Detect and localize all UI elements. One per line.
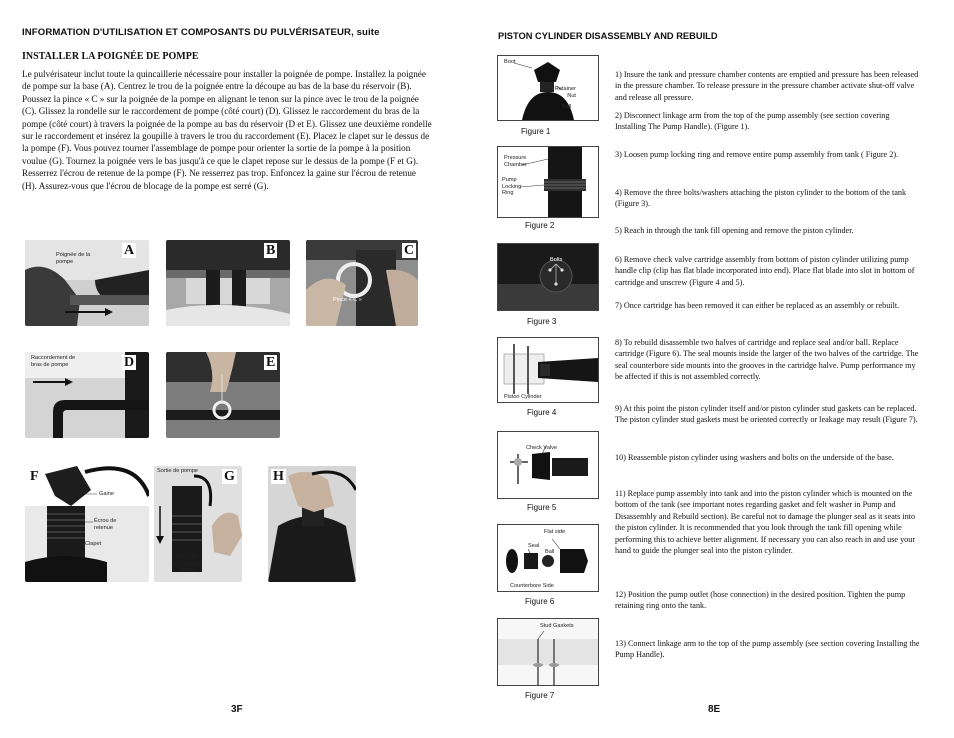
photo-h-letter: H xyxy=(273,469,284,484)
photo-f xyxy=(25,466,149,582)
step-3: 3) Loosen pump locking ring and remove entire pump assembly from tank ( Figure 2). xyxy=(615,150,899,159)
section-subheading: INSTALLER LA POIGNÉE DE POMPE xyxy=(22,51,199,62)
figure-4-label-piston: Piston Cylinder xyxy=(504,394,542,400)
photo-g-letter: G xyxy=(224,469,235,484)
step-7: 7) Once cartridge has been removed it can either be replaced as an assembly or rebuilt. xyxy=(615,301,900,310)
figure-6-label-ball: Ball xyxy=(545,549,555,555)
step-2: 2) Disconnect linkage arm from the top of the pump assembly (see section covering Installing The Pump Handle). (Figure 1). xyxy=(615,111,890,132)
step-4: 4) Remove the three bolts/washers attaching the piston cylinder to the bottom of the tank (Figure 3). xyxy=(615,188,907,209)
figure-6-label-counterbore: Counterbore Side xyxy=(510,583,554,589)
photo-g-label-sortie: Sortie de pompe xyxy=(157,468,199,474)
installation-paragraph xyxy=(22,68,432,192)
photo-f-label-clapet: Clapet xyxy=(85,541,102,547)
photo-b xyxy=(166,240,290,326)
figure-4 xyxy=(497,337,599,403)
figure-6 xyxy=(497,524,599,592)
step-11: 11) Replace pump assembly into tank and into the piston cylinder which is mounted on the bottom of the tank (see important notes regarding gasket and felt washer in Pump and Disassembly and Rebuild section). Be careful not to damage the plunger seal as it seats into the piston cylinder. It is recommended that you look through the tank fill opening while performing this to achieve better alignment. If necessary you can also reach in and use your hand to guide the plunger seal into the piston cylinder. xyxy=(615,489,916,556)
photo-c xyxy=(306,240,418,326)
photo-g-label-blocage: Écrou de blocage de pompe xyxy=(173,554,201,574)
figure-3 xyxy=(497,243,599,311)
figure-6-caption: Figure 6 xyxy=(525,597,555,606)
page-number-left: 3F xyxy=(231,704,243,715)
step-12: 12) Position the pump outlet (hose connection) in the desired position. Tighten the pump retaining ring onto the tank. xyxy=(615,590,906,611)
figure-1-label-boot: Boot xyxy=(504,59,516,65)
figure-7-caption: Figure 7 xyxy=(525,691,555,700)
step-8: 8) To rebuild disassemble two halves of cartridge and replace seal and/or ball. Replace cartridge (Figure 6). The seal mounts inside the larger of the two halves of the cartridge. The seal counterbore side mounts into the grooves in the cartridge halve. Pump performance my be affected if this is not assembled correctly. xyxy=(615,338,919,382)
photo-h xyxy=(268,466,356,582)
photo-a-letter: A xyxy=(124,243,135,258)
figure-1-label-retainer: Retainer Nut xyxy=(554,86,576,99)
figure-7 xyxy=(497,618,599,686)
photo-a-label: Poignée de la pompe xyxy=(56,252,91,265)
figure-7-label-stud: Stud Gaskets xyxy=(540,623,574,629)
photo-d-letter: D xyxy=(124,355,135,370)
photo-a xyxy=(25,240,149,326)
step-13: 13) Connect linkage arm to the top of the pump assembly (see section covering Installing the Pump Handle). xyxy=(615,639,920,660)
figure-2-caption: Figure 2 xyxy=(525,221,555,230)
photo-f-label-ecrou: Écrou de retenue xyxy=(94,518,117,531)
photo-e-letter: E xyxy=(266,355,276,370)
photo-g xyxy=(154,466,242,582)
figure-2-label-locking: Pump Locking Ring xyxy=(502,177,522,197)
page-number-right: 8E xyxy=(708,704,721,715)
left-page-heading: INFORMATION D'UTILISATION ET COMPOSANTS DU PULVÉRISATEUR, suite xyxy=(22,27,380,38)
figure-5-image xyxy=(498,432,598,498)
figure-2 xyxy=(497,146,599,218)
figure-5-label-check: Check Valve xyxy=(526,445,557,451)
figure-3-caption: Figure 3 xyxy=(527,317,557,326)
photo-d-label: Raccordement de bras de pompe xyxy=(31,355,76,368)
figure-1-caption: Figure 1 xyxy=(521,127,551,136)
figure-5 xyxy=(497,431,599,499)
figure-6-label-flat: Flat side xyxy=(544,529,566,535)
photo-f-letter: F xyxy=(30,469,39,484)
photo-f-image xyxy=(25,466,149,582)
figure-5-caption: Figure 5 xyxy=(527,503,557,512)
step-9: 9) At this point the piston cylinder itself and/or piston cylinder stud gaskets can be replaced. The piston cylinder stud gaskets must be oriented correctly or leakage may result (Figure 7). xyxy=(615,404,918,425)
photo-c-label: Pince « C » xyxy=(333,297,362,303)
photo-e-image xyxy=(166,352,280,438)
step-5: 5) Reach in through the tank fill opening and remove the piston cylinder. xyxy=(615,226,854,235)
photo-f-label-gaine: Gaine xyxy=(99,491,114,497)
figure-3-label-bolts: Bolts xyxy=(550,257,563,263)
figure-4-image xyxy=(498,338,598,402)
figure-1-label-ball: Ball xyxy=(562,104,572,110)
photo-e xyxy=(166,352,280,438)
photo-c-letter: C xyxy=(404,243,415,258)
photo-b-letter: B xyxy=(266,243,276,258)
figure-6-label-seal: Seal xyxy=(528,543,540,549)
photo-d xyxy=(25,352,149,438)
figure-1 xyxy=(497,55,599,121)
step-6: 6) Remove check valve cartridge assembly from bottom of piston cylinder utilizing pump handle clip (clip has flat blade incorporated into end). Place flat blade into slot in bottom of cartridge and unscrew (Figure 4 and 5). xyxy=(615,255,915,287)
step-1: 1) Insure the tank and pressure chamber contents are emptied and pressure has been released in the pressure chamber. To release pressure in the pressure chamber activate shut-off valve and release all pressure. xyxy=(615,70,919,102)
figure-2-label-pressure: Pressure Chamber xyxy=(504,155,528,168)
step-10: 10) Reassemble piston cylinder using washers and bolts on the underside of the base. xyxy=(615,453,894,462)
right-page-heading: PISTON CYLINDER DISASSEMBLY AND REBUILD xyxy=(498,31,718,41)
figure-3-image xyxy=(498,244,598,310)
figure-4-caption: Figure 4 xyxy=(527,408,557,417)
installation-text: Le pulvérisateur inclut toute la quincaillerie nécessaire pour installer la poignée de pompe. Installez la poignée de pompe sur la base (A). Centrez le trou de la poignée entre la découpe au bas de la base du réservoir (B). Poussez la pince « C » sur la poignée de la pompe en alignant le tenon sur la pince avec le trou de la poignée (C). Glissez la rondelle sur le raccordement de pompe (côté court) (D). Glissez le raccordement du bras de la pompe (côté court) à travers la poignée de la pompe au bas du réservoir (D et E). Glissez une deuxième rondelle sur le raccordement et insérez la goupille à travers le trou du raccordement (E). Placez le clapet sur le dessus de la pompe (F). Vous pouvez tourner l'assemblage de pompe pour orienter la sortie de la pompe à la position voulue (G). Tournez la poignée vers le bas jusqu'à ce que le clapet repose sur le dessus de la pompe (F et G). Resserrez l'écrou de retenue de la pompe (F). Ne resserrez pas trop. Enfoncez la gaine sur l'écrou de retenue (H). Assurez-vous que l'écrou de blocage de la pompe est serré (G). xyxy=(22,69,432,191)
figure-1-image xyxy=(498,56,598,120)
